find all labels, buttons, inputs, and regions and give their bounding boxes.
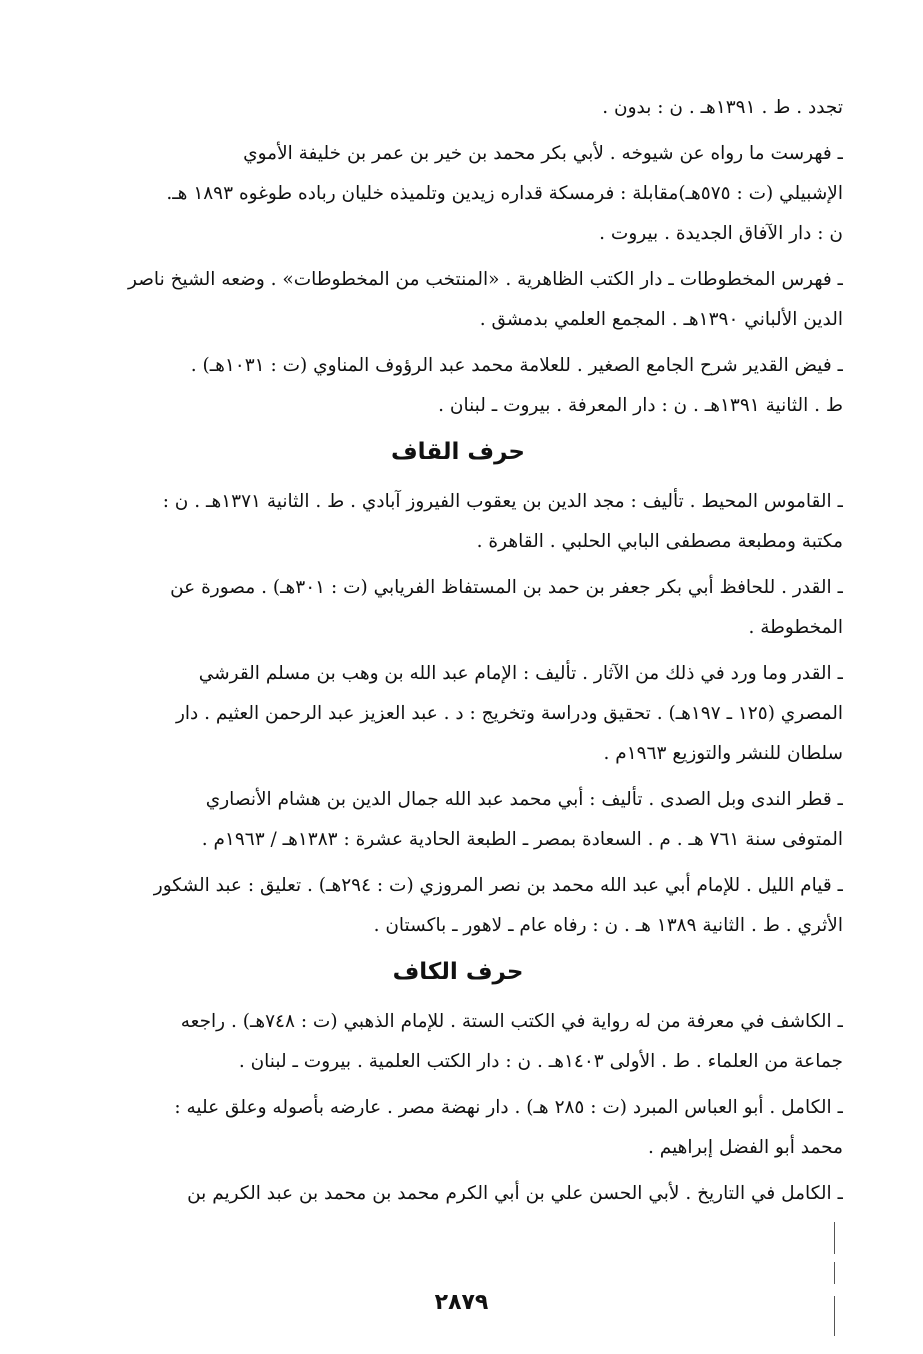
entry-line: ـ قيام الليل . للإمام أبي عبد الله محمد بن نصر المروزي (ت : ٢٩٤هـ) . تعليق : عبد الشكور xyxy=(153,875,843,896)
bibliography-entry xyxy=(73,568,843,648)
entry-line: ـ فيض القدير شرح الجامع الصغير . للعلامة محمد عبد الرؤوف المناوي (ت : ١٠٣١هـ) . xyxy=(190,355,843,376)
bibliography-entry xyxy=(73,1174,843,1214)
bibliography-entry xyxy=(73,482,843,562)
bibliography-entry xyxy=(73,346,843,426)
bibliography-entry xyxy=(73,260,843,340)
entries-section-kaf xyxy=(73,1002,843,1214)
bibliography-entry xyxy=(73,866,843,946)
entry-line: ـ فهرس المخطوطات ـ دار الكتب الظاهرية . «المنتخب من المخطوطات» . وضعه الشيخ ناصر xyxy=(128,269,843,290)
entry-line: ـ القدر . للحافظ أبي بكر جعفر بن حمد بن المستفاظ الفريابي (ت : ٣٠١هـ) . مصورة عن xyxy=(170,577,843,598)
entry-line: الأثري . ط . الثانية ١٣٨٩ هـ . ن : رفاه عام ـ لاهور ـ باكستان . xyxy=(373,915,843,936)
entry-line: ـ القدر وما ورد في ذلك من الآثار . تأليف : الإمام عبد الله بن وهب بن مسلم القرشي xyxy=(198,663,843,684)
entry-line: ط . الثانية ١٣٩١هـ . ن : دار المعرفة . بيروت ـ لبنان . xyxy=(438,395,843,416)
bibliography-entry xyxy=(73,134,843,254)
entries-section-continued xyxy=(73,88,843,426)
scan-edge-mark xyxy=(834,1296,835,1336)
entry-line: ـ القاموس المحيط . تأليف : مجد الدين بن يعقوب الفيروز آبادي . ط . الثانية ١٣٧١هـ . ن : xyxy=(162,491,843,512)
bibliography-entry xyxy=(73,1088,843,1168)
entry-line: تجدد . ط . ١٣٩١هـ . ن : بدون . xyxy=(602,97,843,118)
entry-line: جماعة من العلماء . ط . الأولى ١٤٠٣هـ . ن : دار الكتب العلمية . بيروت ـ لبنان . xyxy=(238,1051,843,1072)
scan-edge-mark xyxy=(834,1262,835,1284)
entry-line: ـ قطر الندى وبل الصدى . تأليف : أبي محمد عبد الله جمال الدين بن هشام الأنصاري xyxy=(205,789,843,810)
bibliography-entry xyxy=(73,780,843,860)
entry-line: محمد أبو الفضل إبراهيم . xyxy=(648,1137,843,1158)
entry-line: ـ فهرست ما رواه عن شيوخه . لأبي بكر محمد بن خير بن عمر بن خليفة الأموي xyxy=(243,143,843,164)
entry-line: الإشبيلي (ت : ٥٧٥هـ)مقابلة : فرمسكة قداره زيدين وتلميذه خليان رباده طوغوه ١٨٩٣ هـ. xyxy=(166,183,843,204)
entry-line: سلطان للنشر والتوزيع ١٩٦٣م . xyxy=(603,743,843,764)
page-number: ٢٨٧٩ xyxy=(434,1290,489,1315)
heading-harf-al-qaf: حرف القاف xyxy=(390,439,526,465)
bibliography-entry xyxy=(73,1002,843,1082)
entry-line: المخطوطة . xyxy=(748,617,843,638)
entry-line: الدين الألباني ١٣٩٠هـ . المجمع العلمي بدمشق . xyxy=(479,309,843,330)
entry-line: ن : دار الآفاق الجديدة . بيروت . xyxy=(599,223,843,244)
scan-edge-mark xyxy=(834,1222,835,1254)
entry-line: ـ الكامل . أبو العباس المبرد (ت : ٢٨٥ هـ) . دار نهضة مصر . عارضه بأصوله وعلق عليه : xyxy=(174,1097,843,1118)
entry-line: المتوفى سنة ٧٦١ هـ . م . السعادة بمصر ـ الطبعة الحادية عشرة : ١٣٨٣هـ / ١٩٦٣م . xyxy=(201,829,843,850)
document-page xyxy=(73,88,843,1220)
bibliography-entry xyxy=(73,654,843,774)
heading-harf-al-kaf: حرف الكاف xyxy=(392,959,524,985)
entry-line: المصري (١٢٥ ـ ١٩٧هـ) . تحقيق ودراسة وتخريج : د . عبد العزيز عبد الرحمن العثيم . دار xyxy=(175,703,843,724)
entry-line: ـ الكامل في التاريخ . لأبي الحسن علي بن أبي الكرم محمد بن محمد بن عبد الكريم بن xyxy=(187,1183,843,1204)
entry-line: ـ الكاشف في معرفة من له رواية في الكتب الستة . للإمام الذهبي (ت : ٧٤٨هـ) . راجعه xyxy=(180,1011,843,1032)
entries-section-qaf xyxy=(73,482,843,946)
entry-line: مكتبة ومطبعة مصطفى البابي الحلبي . القاهرة . xyxy=(476,531,843,552)
bibliography-entry xyxy=(73,88,843,128)
